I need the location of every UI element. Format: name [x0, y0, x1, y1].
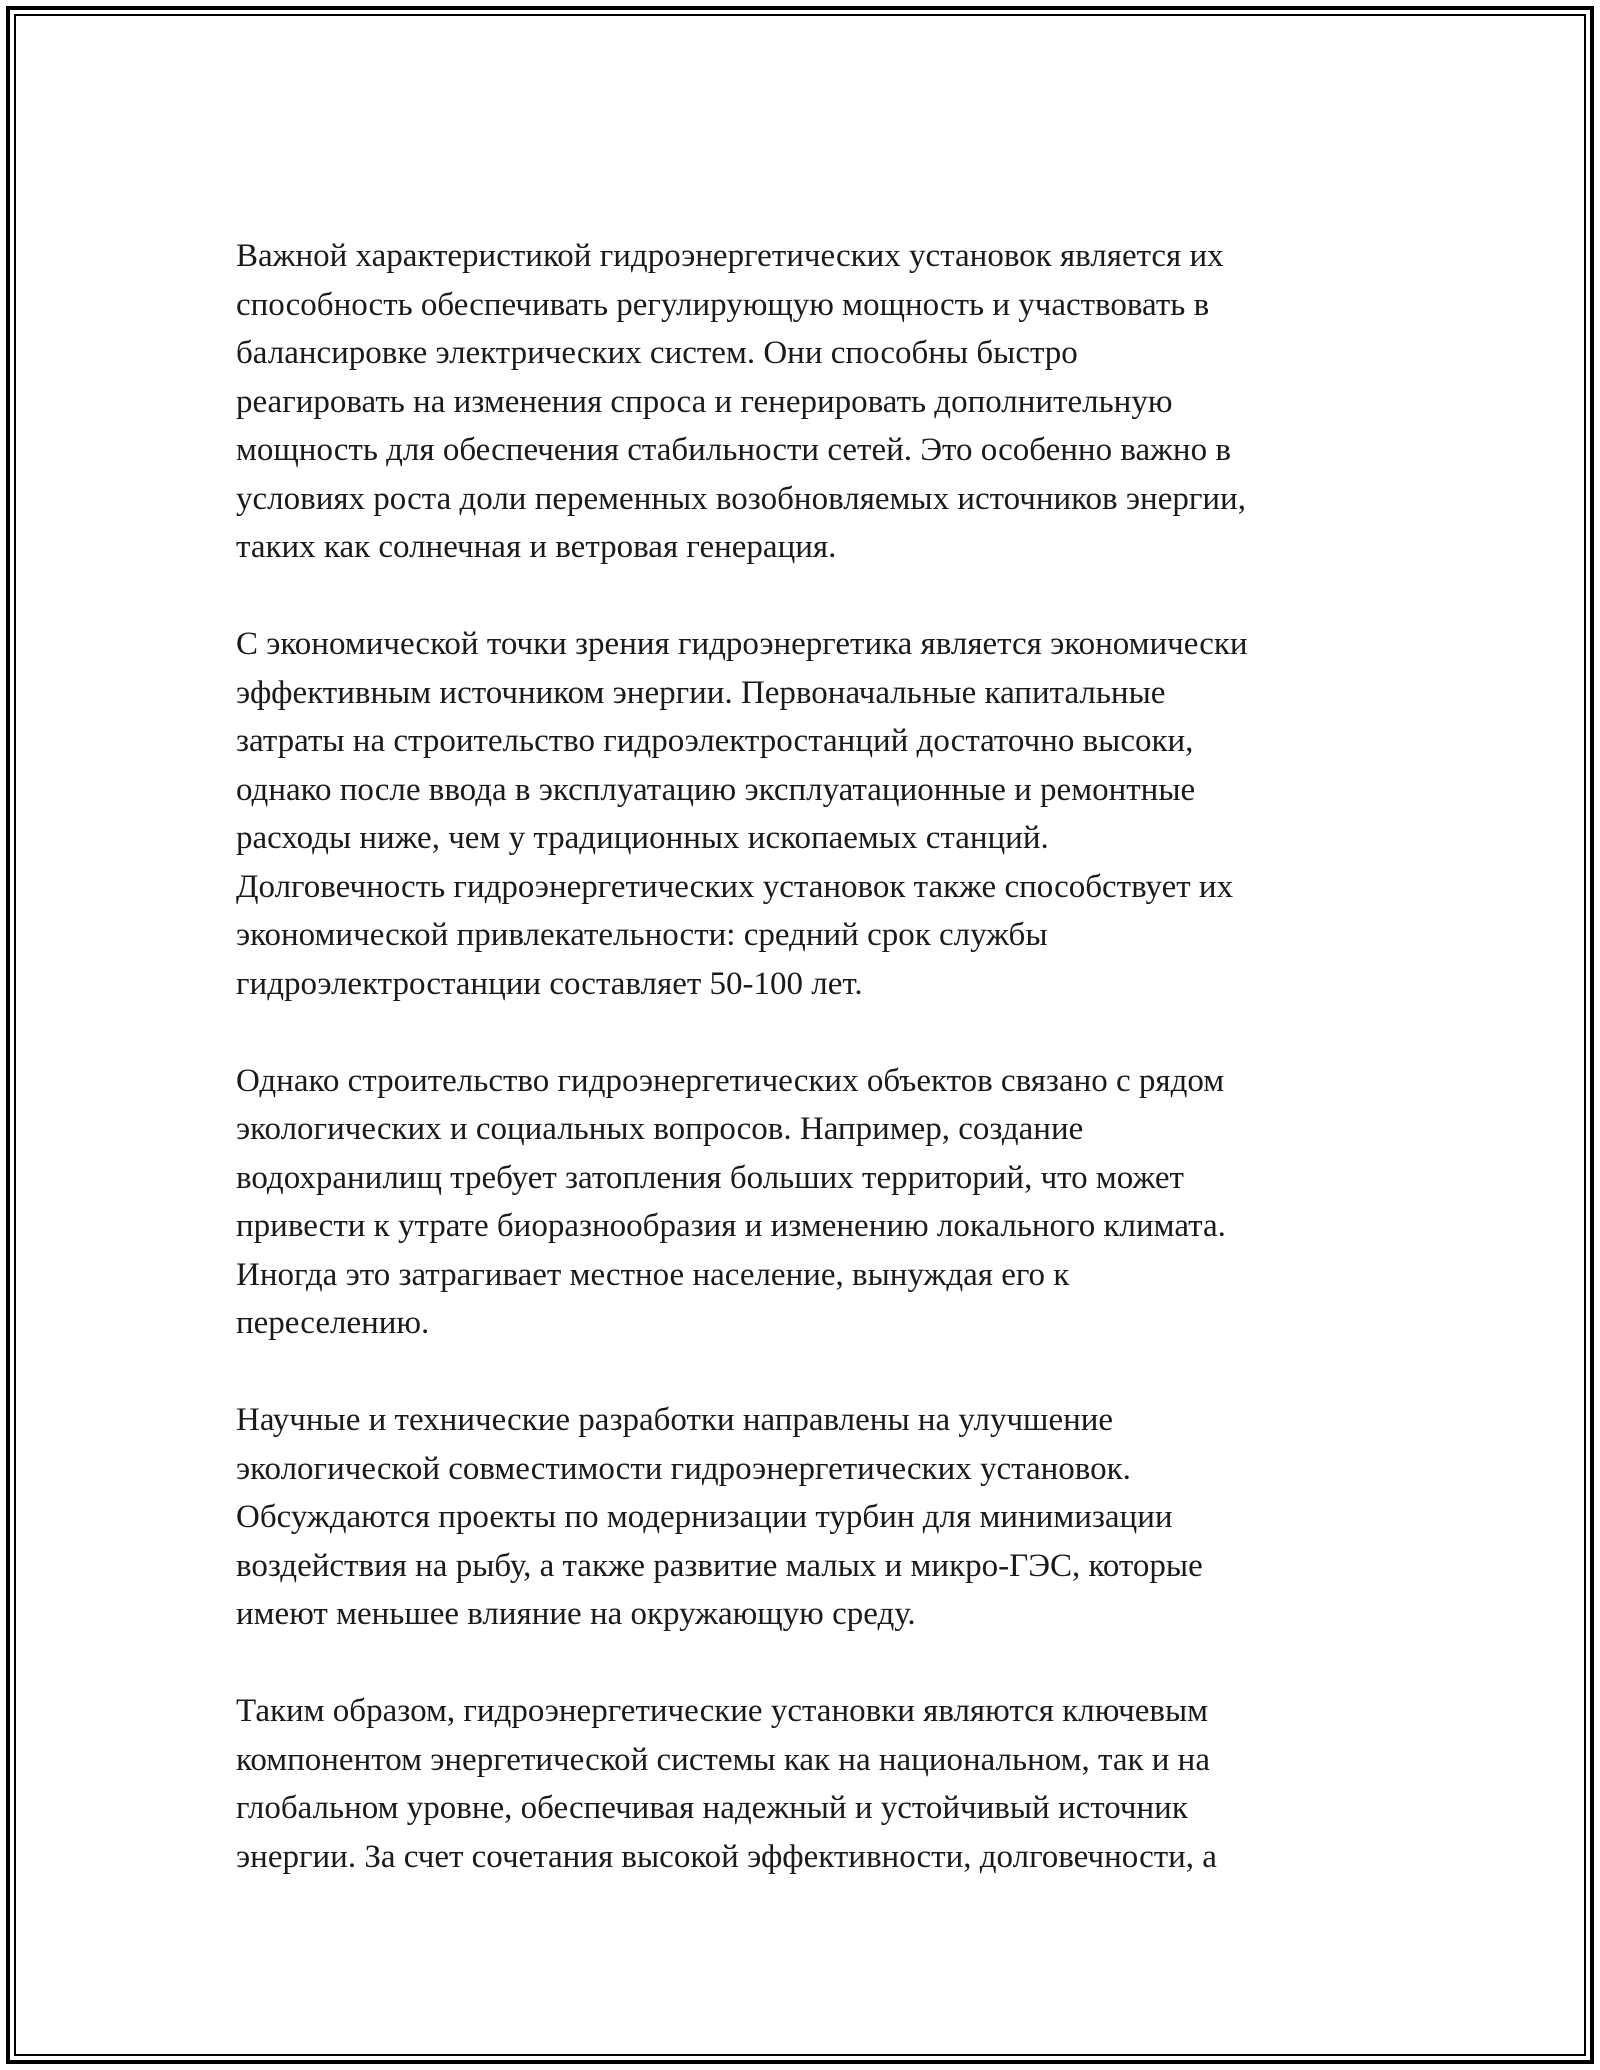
text-line: эффективным источником энергии. Первоначальные капитальные: [236, 674, 1166, 711]
text-line: однако после ввода в эксплуатацию эксплуатационные и ремонтные: [236, 771, 1196, 808]
document-body: [236, 232, 1386, 1930]
text-line: затраты на строительство гидроэлектростанций достаточно высоки,: [236, 723, 1194, 759]
text-line: расходы ниже, чем у традиционных ископаемых станций.: [236, 820, 1049, 856]
paragraph-economics: [236, 620, 1386, 1008]
text-line: экологических и социальных вопросов. Например, создание: [236, 1111, 1084, 1147]
text-line: Важной характеристикой гидроэнергетических установок является их: [236, 238, 1224, 274]
text-line: переселению.: [236, 1305, 430, 1341]
text-line: экологической совместимости гидроэнергетических установок.: [236, 1450, 1131, 1487]
text-line: гидроэлектростанции составляет 50-100 лет.: [236, 965, 863, 1002]
text-line: глобальном уровне, обеспечивая надежный и устойчивый источник: [236, 1790, 1188, 1826]
text-line: Долговечность гидроэнергетических установок также способствует их: [236, 868, 1234, 905]
text-line: способность обеспечивать регулирующую мощность и участвовать в: [236, 286, 1210, 323]
text-line: Обсуждаются проекты по модернизации турбин для минимизации: [236, 1499, 1173, 1535]
text-line: энергии. За счет сочетания высокой эффективности, долговечности, а: [236, 1838, 1217, 1875]
text-line: реагировать на изменения спроса и генерировать дополнительную: [236, 383, 1173, 420]
text-line: компонентом энергетической системы как на национальном, так и на: [236, 1741, 1210, 1778]
text-line: Научные и технические разработки направлены на улучшение: [236, 1402, 1114, 1438]
text-line: имеют меньшее влияние на окружающую среду.: [236, 1596, 916, 1632]
text-line: привести к утрате биоразнообразия и изменению локального климата.: [236, 1208, 1226, 1244]
paragraph-regulating-capacity: [236, 232, 1386, 572]
text-line: экономической привлекательности: средний срок службы: [236, 917, 1048, 953]
paragraph-ecology: [236, 1057, 1386, 1348]
text-line: условиях роста доли переменных возобновляемых источников энергии,: [236, 480, 1246, 517]
text-line: С экономической точки зрения гидроэнергетика является экономически: [236, 626, 1248, 662]
text-line: балансировке электрических систем. Они способны быстро: [236, 335, 1078, 371]
text-line: таких как солнечная и ветровая генерация.: [236, 529, 837, 565]
text-line: Иногда это затрагивает местное население, вынуждая его к: [236, 1256, 1070, 1293]
paragraph-research: [236, 1396, 1386, 1639]
text-line: Однако строительство гидроэнергетических объектов связано с рядом: [236, 1062, 1225, 1099]
text-line: воздействия на рыбу, а также развитие малых и микро-ГЭС, которые: [236, 1547, 1203, 1584]
paragraph-conclusion: [236, 1687, 1386, 1881]
text-line: Таким образом, гидроэнергетические установки являются ключевым: [236, 1693, 1209, 1729]
text-line: мощность для обеспечения стабильности сетей. Это особенно важно в: [236, 432, 1231, 468]
text-line: водохранилищ требует затопления больших территорий, что может: [236, 1159, 1184, 1196]
